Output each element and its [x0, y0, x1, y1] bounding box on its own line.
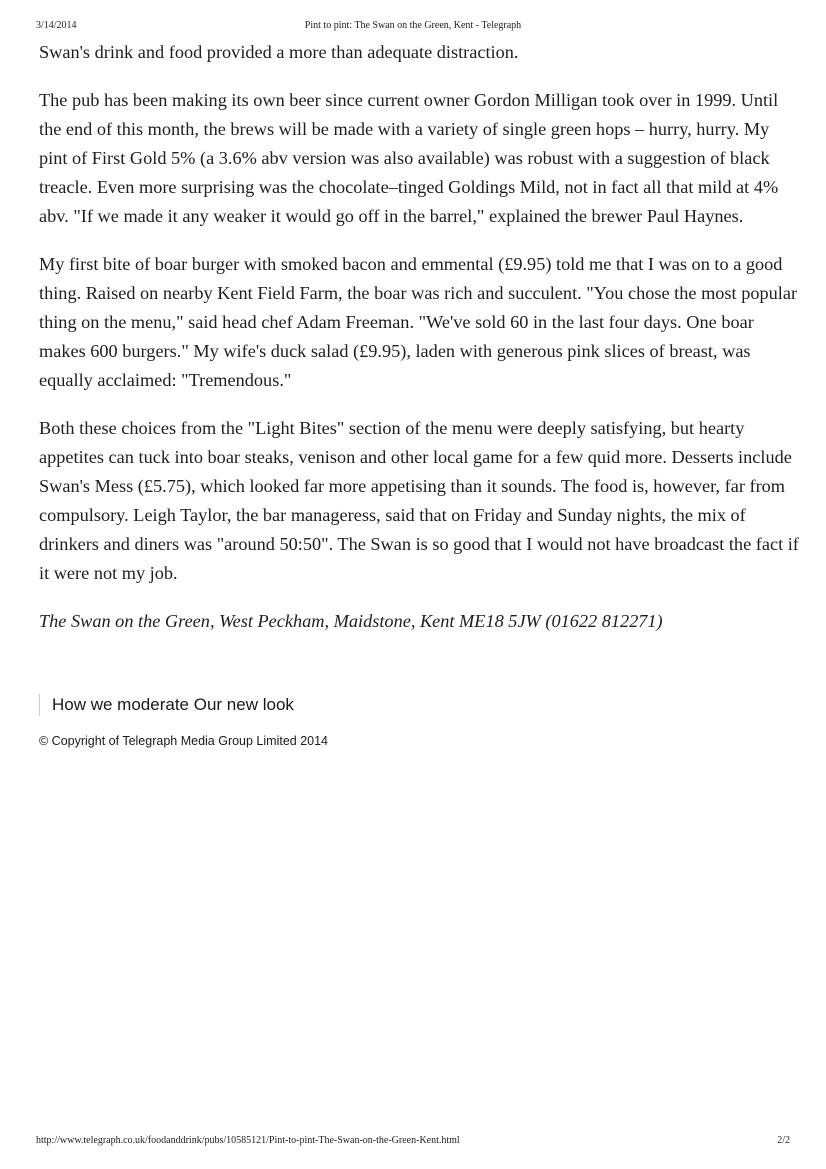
- article-paragraph: The pub has been making its own beer since current owner Gordon Milligan took over in 1999. Until the end of this month, the brews will be made with a variety of single green hops – hurry, hurry. My pint of First Gold 5% (a 3.6% abv version was also available) was robust with a suggestion of black treacle. Even more surprising was the chocolate–tinged Goldings Mild, not in fact all that mild at 4% abv. "If we made it any weaker it would go off in the barrel," explained the brewer Paul Haynes.: [39, 90, 779, 226]
- pub-address: The Swan on the Green, West Peckham, Maidstone, Kent ME18 5JW (01622 812271): [39, 611, 663, 631]
- print-url: http://www.telegraph.co.uk/foodanddrink/pubs/10585121/Pint-to-pint-The-Swan-on-the-Green-Kent.html: [36, 1135, 460, 1146]
- footer-links: [39, 694, 294, 716]
- article-paragraph: Swan's drink and food provided a more than adequate distraction.: [39, 42, 519, 62]
- print-footer: [36, 1135, 790, 1149]
- article-paragraph: Both these choices from the "Light Bites" section of the menu were deeply satisfying, but hearty appetites can tuck into boar steaks, venison and other local game for a few quid more. Desserts include Swan's Mess (£5.75), which looked far more appetising than it sounds. The food is, however, far from compulsory. Leigh Taylor, the bar manageress, said that on Friday and Sunday nights, the mix of drinkers and diners was "around 50:50". The Swan is so good that I would not have broadcast the fact if it were not my job.: [39, 418, 799, 583]
- article-body: [39, 38, 799, 655]
- article-paragraph: My first bite of boar burger with smoked bacon and emmental (£9.95) told me that I was on to a good thing. Raised on nearby Kent Field Farm, the boar was rich and succulent. "You chose the most popular thing on the menu," said head chef Adam Freeman. "We've sold 60 in the last four days. One boar makes 600 burgers." My wife's duck salad (£9.95), laden with generous pink slices of breast, was equally acclaimed: "Tremendous.": [39, 254, 798, 390]
- copyright-notice: © Copyright of Telegraph Media Group Limited 2014: [39, 734, 329, 748]
- how-we-moderate-link[interactable]: How we moderate: [52, 695, 190, 714]
- print-page-title: Pint to pint: The Swan on the Green, Kent - Telegraph: [304, 20, 522, 31]
- print-header: [36, 20, 790, 34]
- page-number: 2/2: [777, 1135, 790, 1146]
- print-date: 3/14/2014: [36, 20, 77, 31]
- our-new-look-link[interactable]: Our new look: [193, 695, 294, 714]
